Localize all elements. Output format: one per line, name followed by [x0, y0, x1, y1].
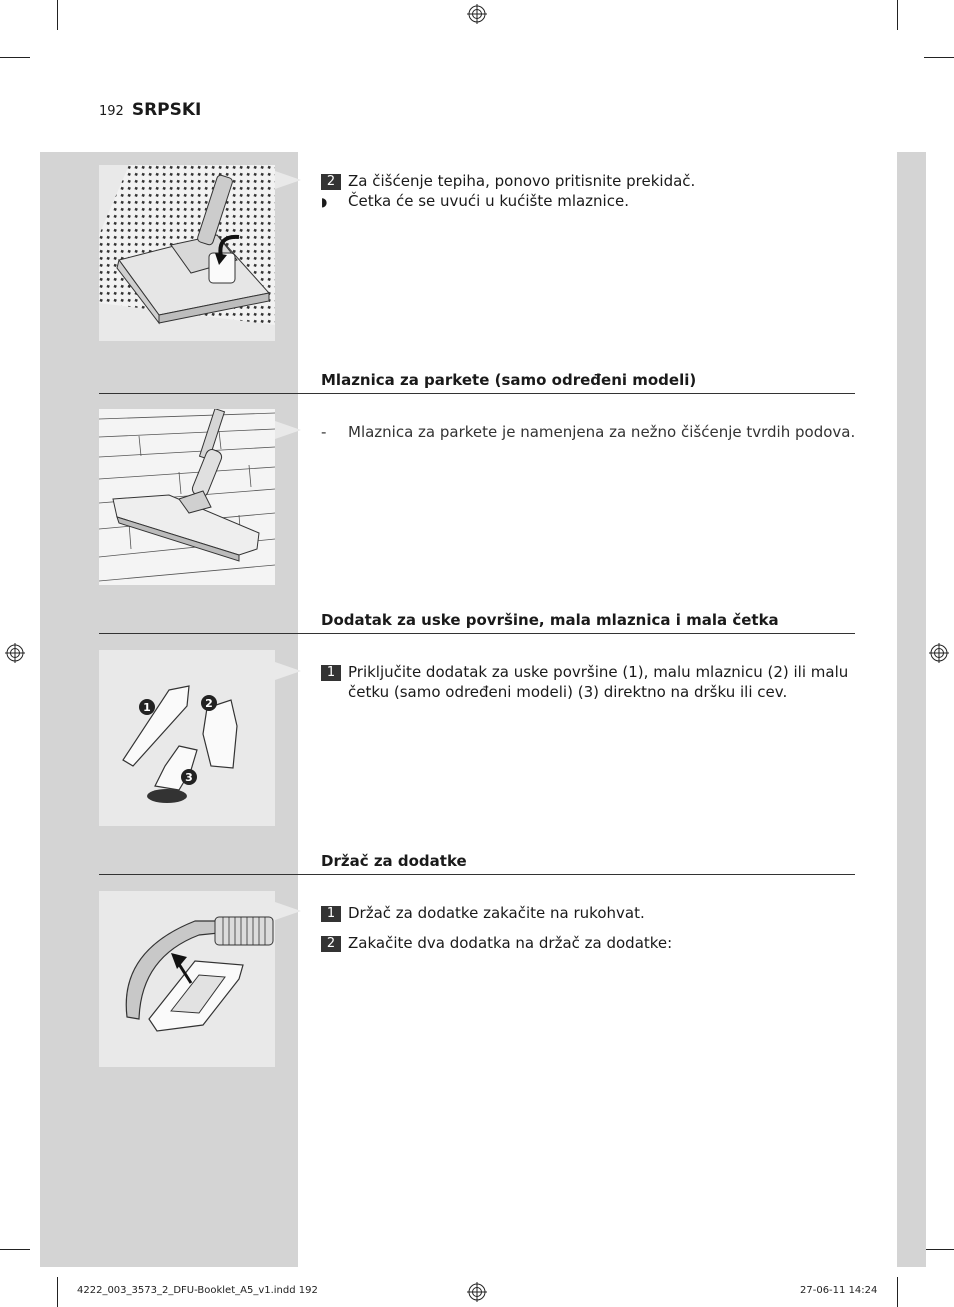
step-number: 2: [321, 936, 341, 952]
step-line: [321, 903, 645, 923]
step-number: 1: [321, 665, 341, 681]
footer-date: 27-06-11 14:24: [800, 1285, 878, 1296]
image-pointer: [275, 171, 301, 189]
image-pointer: [275, 662, 301, 680]
step-line: [321, 933, 672, 953]
result-text: Četka će se uvući u kućište mlaznice.: [348, 192, 629, 210]
result-line: [321, 191, 629, 212]
step-line: [321, 171, 695, 191]
accessory-holder-illustration: [99, 891, 275, 1067]
step-text: Priključite dodatak za uske površine (1), malu mlaznicu (2) ili malu: [348, 663, 849, 681]
dash-bullet: -: [321, 423, 327, 441]
section-title: Držač za dodatke: [321, 852, 467, 870]
page-header: [99, 100, 201, 120]
callout-2: 2: [205, 697, 213, 710]
callout-3: 3: [185, 771, 193, 784]
crop-mark: [924, 1249, 954, 1250]
callout-1: 1: [143, 701, 151, 714]
step-number: 2: [321, 174, 341, 190]
step-line: [321, 662, 848, 682]
section-divider: [99, 633, 855, 634]
image-pointer: [275, 902, 301, 920]
crop-mark: [57, 1277, 58, 1307]
page-number: 192: [99, 104, 124, 119]
registration-mark-icon: [929, 643, 949, 663]
section-divider: [99, 393, 855, 394]
step-text-continuation: četku (samo određeni modeli) (3) direktno na dršku ili cev.: [348, 683, 788, 701]
crop-mark: [897, 0, 898, 30]
crop-mark: [897, 1277, 898, 1307]
description-line: [321, 422, 855, 442]
step-text: Zakačite dva dodatka na držač za dodatke:: [348, 934, 673, 952]
parquet-nozzle-illustration: [99, 409, 275, 585]
step-number: 1: [321, 906, 341, 922]
description-text: Mlaznica za parkete je namenjena za nežno čišćenje tvrdih podova.: [348, 423, 856, 441]
registration-mark-icon: [467, 1282, 487, 1302]
section-divider: [99, 874, 855, 875]
image-pointer: [275, 421, 301, 439]
registration-mark-icon: [467, 4, 487, 24]
crop-mark: [57, 0, 58, 30]
accessories-illustration: [99, 650, 275, 826]
crop-mark: [924, 57, 954, 58]
step-text: Držač za dodatke zakačite na rukohvat.: [348, 904, 645, 922]
footer-file-info: 4222_003_3573_2_DFU-Booklet_A5_v1.indd 192: [77, 1285, 318, 1296]
registration-mark-icon: [5, 643, 25, 663]
crop-mark: [0, 1249, 30, 1250]
result-bullet-icon: ◗: [321, 195, 328, 209]
section-title: Dodatak za uske površine, mala mlaznica i mala četka: [321, 611, 779, 629]
carpet-nozzle-illustration: [99, 165, 275, 341]
step-text: Za čišćenje tepiha, ponovo pritisnite prekidač.: [348, 172, 696, 190]
language-title: SRPSKI: [131, 100, 202, 120]
section-title: Mlaznica za parkete (samo određeni modeli): [321, 371, 697, 389]
right-gray-column: [897, 152, 926, 1267]
crop-mark: [0, 57, 30, 58]
